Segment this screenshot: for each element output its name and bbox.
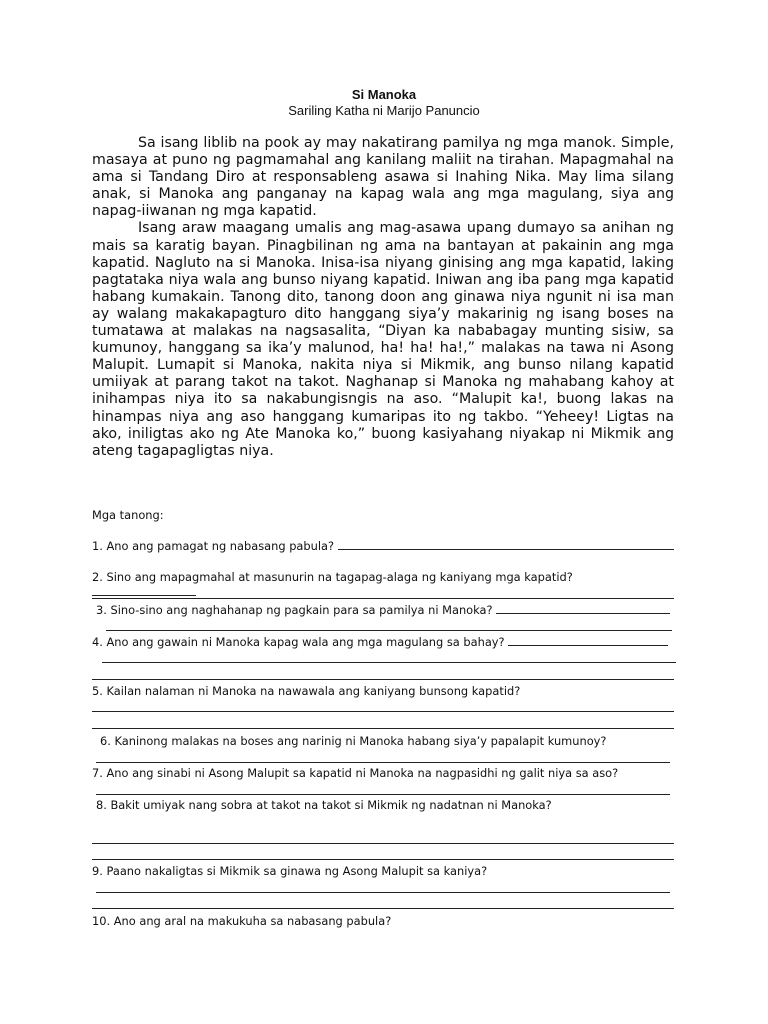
question-6-text: 6. Kaninong malakas na boses ang narinig ni Manoka habang siya’y papalapit kumunoy?: [100, 734, 607, 748]
question-8-text: 8. Bakit umiyak nang sobra at takot na takot si Mikmik ng nadatnan ni Manoka?: [96, 798, 552, 812]
question-2: [92, 570, 674, 599]
question-3-answer-line[interactable]: [496, 602, 670, 614]
question-4-answer-line-2[interactable]: [102, 662, 676, 663]
question-5-text: 5. Kailan nalaman ni Manoka na nawawala ang kaniyang bunsong kapatid?: [92, 684, 521, 698]
question-9-text: 9. Paano nakaligtas si Mikmik sa ginawa ng Asong Malupit sa kaniya?: [92, 864, 488, 878]
question-1: [92, 538, 674, 553]
question-8-answer-line-2[interactable]: [92, 859, 674, 860]
question-8-answer-line-1[interactable]: [92, 843, 674, 844]
question-9-answer-line-1[interactable]: [96, 892, 670, 893]
question-4-answer-line-3[interactable]: [92, 679, 674, 680]
question-6: [100, 734, 682, 748]
question-7: [92, 766, 674, 780]
story-paragraph-1: Sa isang liblib na pook ay may nakatirang pamilya ng mga manok. Simple, masaya at puno ng pagmamahal ang kanilang maliit na tirahan. Mapagmahal na ama si Tandang Diro at responsableng asawa si Inahing Nika. May lima silang anak, si Manoka ang panganay na kapag wala ang mga magulang, siya ang napag-iiwanan ng mga kapatid.: [92, 135, 674, 220]
question-5: [92, 684, 674, 698]
story-subtitle: Sariling Katha ni Marijo Panuncio: [288, 103, 480, 118]
question-3-answer-line-2[interactable]: [106, 630, 672, 631]
question-2-answer-line[interactable]: [92, 584, 196, 596]
question-4-text: 4. Ano ang gawain ni Manoka kapag wala ang mga magulang sa bahay?: [92, 635, 505, 649]
question-6-answer-line[interactable]: [96, 762, 670, 763]
question-7-answer-line[interactable]: [96, 794, 670, 795]
question-10-text: 10. Ano ang aral na makukuha sa nabasang pabula?: [92, 914, 392, 928]
question-4: [92, 634, 674, 649]
question-5-answer-line-1[interactable]: [92, 711, 674, 712]
question-2-answer-line-2[interactable]: [92, 598, 674, 599]
questions-heading: Mga tanong:: [92, 508, 164, 522]
story-body: [92, 135, 674, 460]
story-paragraph-2: Isang araw maagang umalis ang mag-asawa upang dumayo sa anihan ng mais sa karatig bayan. Pinagbilinan ng ama na bantayan at pakainin ang mga kapatid. Nagluto na si Manoka. Inisa-isa niyang ginising ang mga kapatid, laking pagtataka niya wala ang bunso niyang kapatid. Iniwan ang iba pang mga kapatid habang kumakain. Tanong dito, tanong doon ang ginawa niya ngunit ni isa man ay walang makakapagturo dito hanggang siya’y makarinig ng isang boses na tumatawa at malakas na nagsasalita, “Diyan ka nababagay munting sisiw, sa kumunoy, hanggang sa ika’y malunod, ha! ha! ha!,” malakas na tawa ni Asong Malupit. Lumapit si Manoka, nakita niya si Mikmik, ang bunso nilang kapatid umiiyak at parang takot na takot. Naghanap si Manoka ng mahabang kahoy at inihampas niya ito sa nakabungisngis na aso. “Malupit ka!, buong lakas na hinampas niya ang aso hanggang kumaripas ito ng takbo. “Yeheey! Ligtas na ako, iniligtas ako ng Ate Manoka ko,” buong kasiyahang niyakap ni Mikmik ang ateng tagapagligtas niya.: [92, 220, 674, 459]
question-4-answer-line[interactable]: [508, 634, 668, 646]
story-title: Si Manoka: [351, 87, 417, 102]
question-9-answer-line-2[interactable]: [92, 908, 674, 909]
question-1-answer-line[interactable]: [338, 538, 674, 550]
question-7-text: 7. Ano ang sinabi ni Asong Malupit sa kapatid ni Manoka na nagpasidhi ng galit niya sa aso?: [92, 766, 619, 780]
question-9: [92, 864, 674, 878]
question-3: [96, 602, 678, 617]
question-8: [96, 798, 678, 812]
question-10: [92, 914, 674, 928]
question-3-text: 3. Sino-sino ang naghahanap ng pagkain para sa pamilya ni Manoka?: [96, 603, 493, 617]
question-2-text: 2. Sino ang mapagmahal at masunurin na tagapag-alaga ng kaniyang mga kapatid?: [92, 570, 573, 584]
question-1-text: 1. Ano ang pamagat ng nabasang pabula?: [92, 539, 335, 553]
question-5-answer-line-2[interactable]: [92, 728, 674, 729]
